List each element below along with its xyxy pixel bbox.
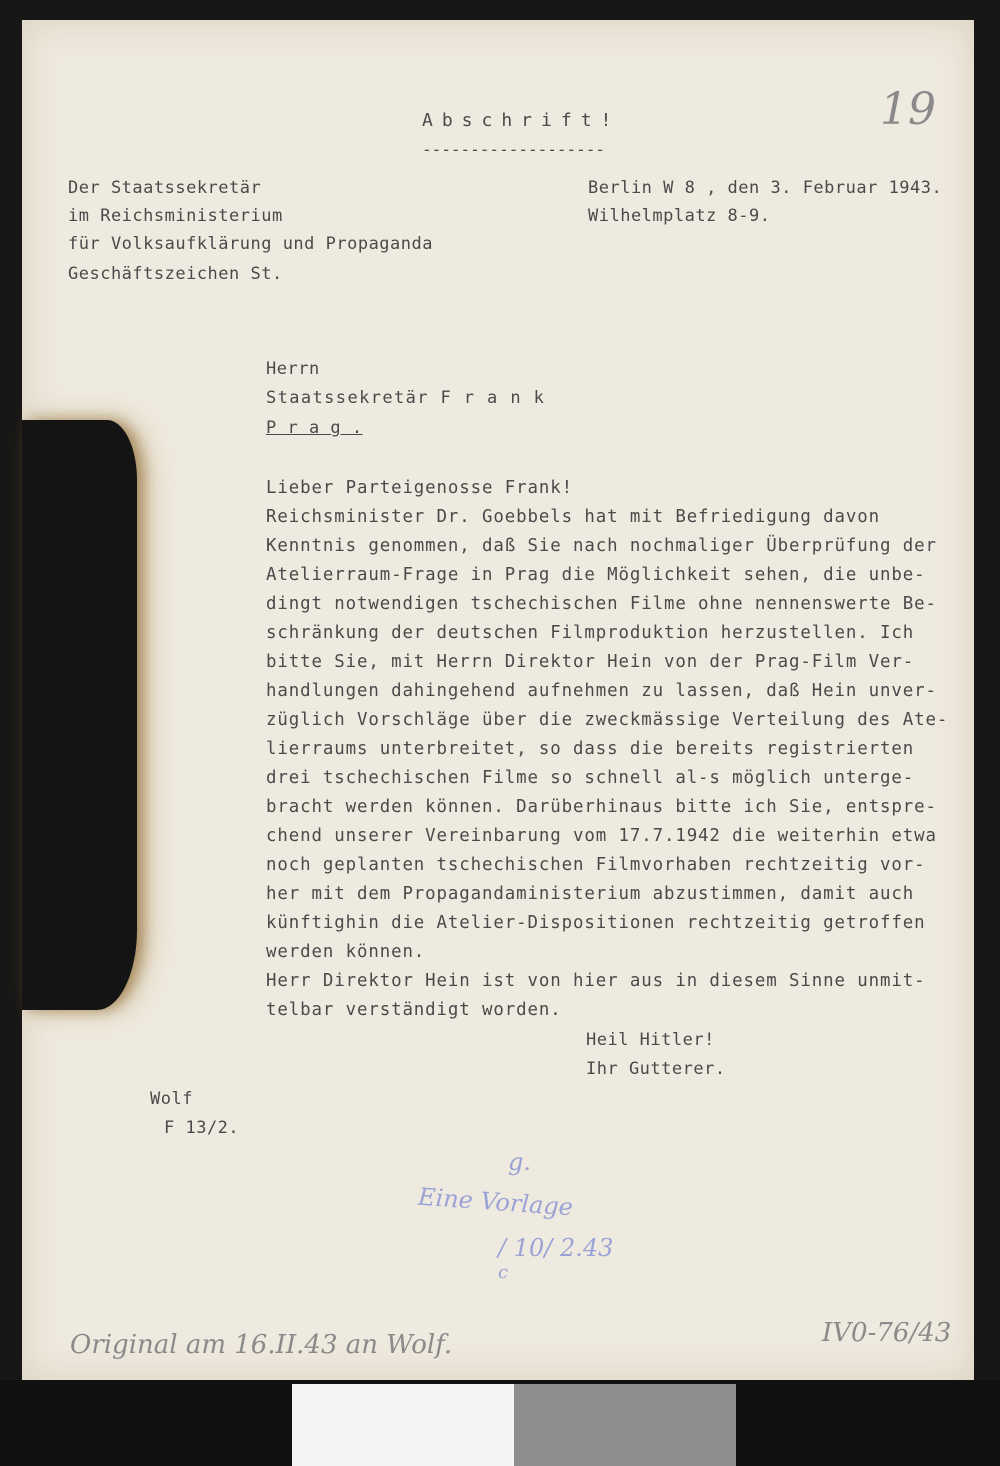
sender-line-3: für Volksaufklärung und Propaganda (68, 234, 433, 254)
pencil-note-right: IV0-76/43 (822, 1318, 952, 1348)
recipient-name: Staatssekretär F r a n k (266, 388, 546, 408)
initials: Wolf (150, 1089, 193, 1109)
sender-address: Wilhelmplatz 8-9. (588, 206, 771, 226)
letter-line: noch geplanten tschechischen Filmvorhaben rechtzeitig vor- (266, 855, 926, 875)
letter-line: schränkung der deutschen Filmproduktion herzustellen. Ich (266, 623, 915, 643)
document-title: Abschrift! (422, 110, 621, 131)
recipient-city: P r a g . (266, 418, 363, 438)
letter-line: künftighin die Atelier-Dispositionen rechtzeitig getroffen (266, 913, 926, 933)
sender-line-1: Der Staatssekretär (68, 178, 262, 198)
letter-line: züglich Vorschläge über die zweckmässige Verteilung des Ate- (266, 710, 949, 730)
blue-note-1: g. (508, 1148, 531, 1176)
pencil-note-left: Original am 16.II.43 an Wolf. (70, 1330, 453, 1360)
sender-line-2: im Reichsministerium (68, 206, 283, 226)
letter-line: chend unserer Vereinbarung vom 17.7.1942 die weiterhin etwa (266, 826, 937, 846)
letter-line: drei tschechischen Filme so schnell al-s möglich unterge- (266, 768, 915, 788)
letter-line: her mit dem Propagandaministerium abzustimmen, damit auch (266, 884, 915, 904)
closing-signature: Ihr Gutterer. (586, 1059, 726, 1079)
blue-note-3: / 10/ 2.43 (498, 1234, 614, 1262)
letter-line: Kenntnis genommen, daß Sie nach nochmaliger Überprüfung der (266, 536, 937, 556)
letter-line: Lieber Parteigenosse Frank! (266, 478, 573, 498)
calibration-white (292, 1384, 514, 1466)
reference-code: F 13/2. (164, 1118, 240, 1138)
letter-line: Herr Direktor Hein ist von hier aus in diesem Sinne unmit- (266, 971, 926, 991)
letter-line: werden können. (266, 942, 426, 962)
burn-damage (22, 420, 137, 1010)
title-underline: ------------------- (422, 140, 606, 159)
blue-note-4: c (498, 1262, 509, 1283)
letter-line: telbar verständigt worden. (266, 1000, 562, 1020)
sender-line-4: Geschäftszeichen St. (68, 264, 283, 284)
letter-line: bracht werden können. Darüberhinaus bitte ich Sie, entspre- (266, 797, 937, 817)
letter-line: Reichsminister Dr. Goebbels hat mit Befriedigung davon (266, 507, 880, 527)
letter-line: Atelierraum-Frage in Prag die Möglichkeit sehen, die unbe- (266, 565, 926, 585)
place-date: Berlin W 8 , den 3. Februar 1943. (588, 178, 943, 198)
letter-line: bitte Sie, mit Herrn Direktor Hein von der Prag-Film Ver- (266, 652, 915, 672)
letter-line: lierraums unterbreitet, so dass die bereits registrierten (266, 739, 915, 759)
calibration-gray (514, 1384, 736, 1466)
letter-line: dingt notwendigen tschechischen Filme ohne nennenswerte Be- (266, 594, 937, 614)
letter-line: handlungen dahingehend aufnehmen zu lassen, daß Hein unver- (266, 681, 937, 701)
closing-greeting: Heil Hitler! (586, 1030, 715, 1050)
page-number: 19 (880, 84, 936, 135)
blue-note-2: Eine Vorlage (417, 1182, 574, 1222)
recipient-salutation: Herrn (266, 359, 320, 379)
